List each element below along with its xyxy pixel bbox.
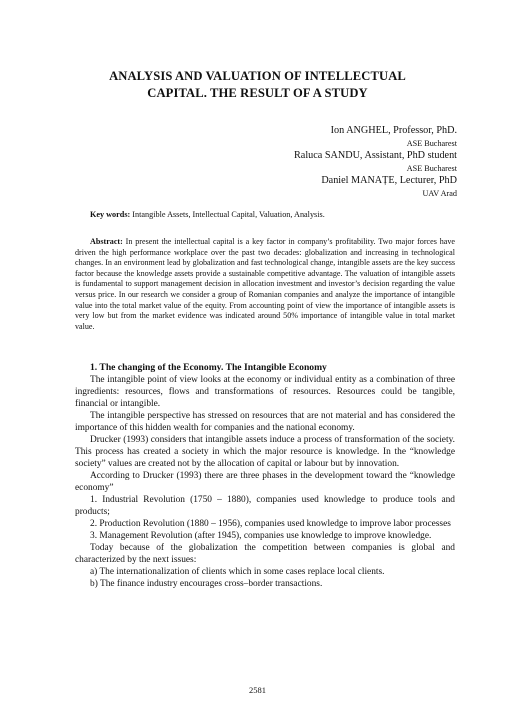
list-item: 1. Industrial Revolution (1750 – 1880), companies used knowledge to produce tools and products; xyxy=(75,495,455,517)
paper-title xyxy=(60,68,455,102)
keywords-label: Key words: xyxy=(90,210,131,219)
section-heading: 1. The changing of the Economy. The Intangible Economy xyxy=(90,362,327,373)
author-name: Ion ANGHEL, Professor, PhD. xyxy=(330,125,457,136)
author-affiliation: ASE Bucharest xyxy=(406,163,457,173)
abstract xyxy=(75,237,455,332)
list-item: b) The finance industry encourages cross–border transactions. xyxy=(90,579,323,589)
author-name: Daniel MANAȚE, Lecturer, PhD xyxy=(321,175,457,187)
list-item: 3. Management Revolution (after 1945), companies use knowledge to improve knowledge. xyxy=(90,531,432,541)
paragraph: Drucker (1993) considers that intangible assets induce a process of transformation of the society. This process has created a society in which the major resource is knowledge. In the “knowledge society” values are created not by the allocation of capital or labour but by innovation. xyxy=(75,435,455,469)
keywords-text: Intangible Assets, Intellectual Capital, Valuation, Analysis. xyxy=(130,210,325,219)
paragraph: According to Drucker (1993) there are three phases in the development toward the “knowledge economy” xyxy=(75,471,455,493)
list-item: 2. Production Revolution (1880 – 1956), companies used knowledge to improve labor processes xyxy=(90,519,451,529)
page-number: 2581 xyxy=(249,685,266,695)
list-item: a) The internationalization of clients which in some cases replace local clients. xyxy=(90,567,385,577)
paragraph: The intangible perspective has stressed on resources that are not material and has considered the importance of this hidden wealth for companies and the national economy. xyxy=(75,411,455,433)
body-text xyxy=(75,362,455,590)
paragraph: Today because of the globalization the competition between companies is global and characterized by the next issues: xyxy=(75,543,455,565)
abstract-text: In present the intellectual capital is a key factor in company’s profitability. Two major forces have driven the high performance workplace over the past two decades: globalization and increasing in technological changes. In an environment lead by globalization and fast technological change, intangible assets are the key success factor because the knowledge assets provide a sustainable competitive advantage. The valuation of intangible assets is fundamental to support management decision in allocation investment and investor’s decision regarding the value versus price. In our research we consider a group of Romanian companies and analyze the importance of intangible value into the total market value of the equity. From accounting point of view the importance of intangible assets is very low but from the market evidence was indicated around 50% importance of intangible value in total market value. xyxy=(75,237,455,331)
abstract-label: Abstract: xyxy=(90,237,123,246)
title-line-2: CAPITAL. THE RESULT OF A STUDY xyxy=(147,86,368,100)
paragraph: The intangible point of view looks at the economy or individual entity as a combination of three ingredients: resources, flows and transformations of resources. Resources could be tangible, financial or intangible. xyxy=(75,375,455,409)
keywords xyxy=(90,210,325,219)
author-affiliation: UAV Arad xyxy=(422,188,457,198)
title-line-1: ANALYSIS AND VALUATION OF INTELLECTUAL xyxy=(109,69,406,83)
author-block xyxy=(294,125,457,201)
author-name: Raluca SANDU, Assistant, PhD student xyxy=(294,150,457,162)
author-affiliation: ASE Bucharest xyxy=(406,138,457,148)
